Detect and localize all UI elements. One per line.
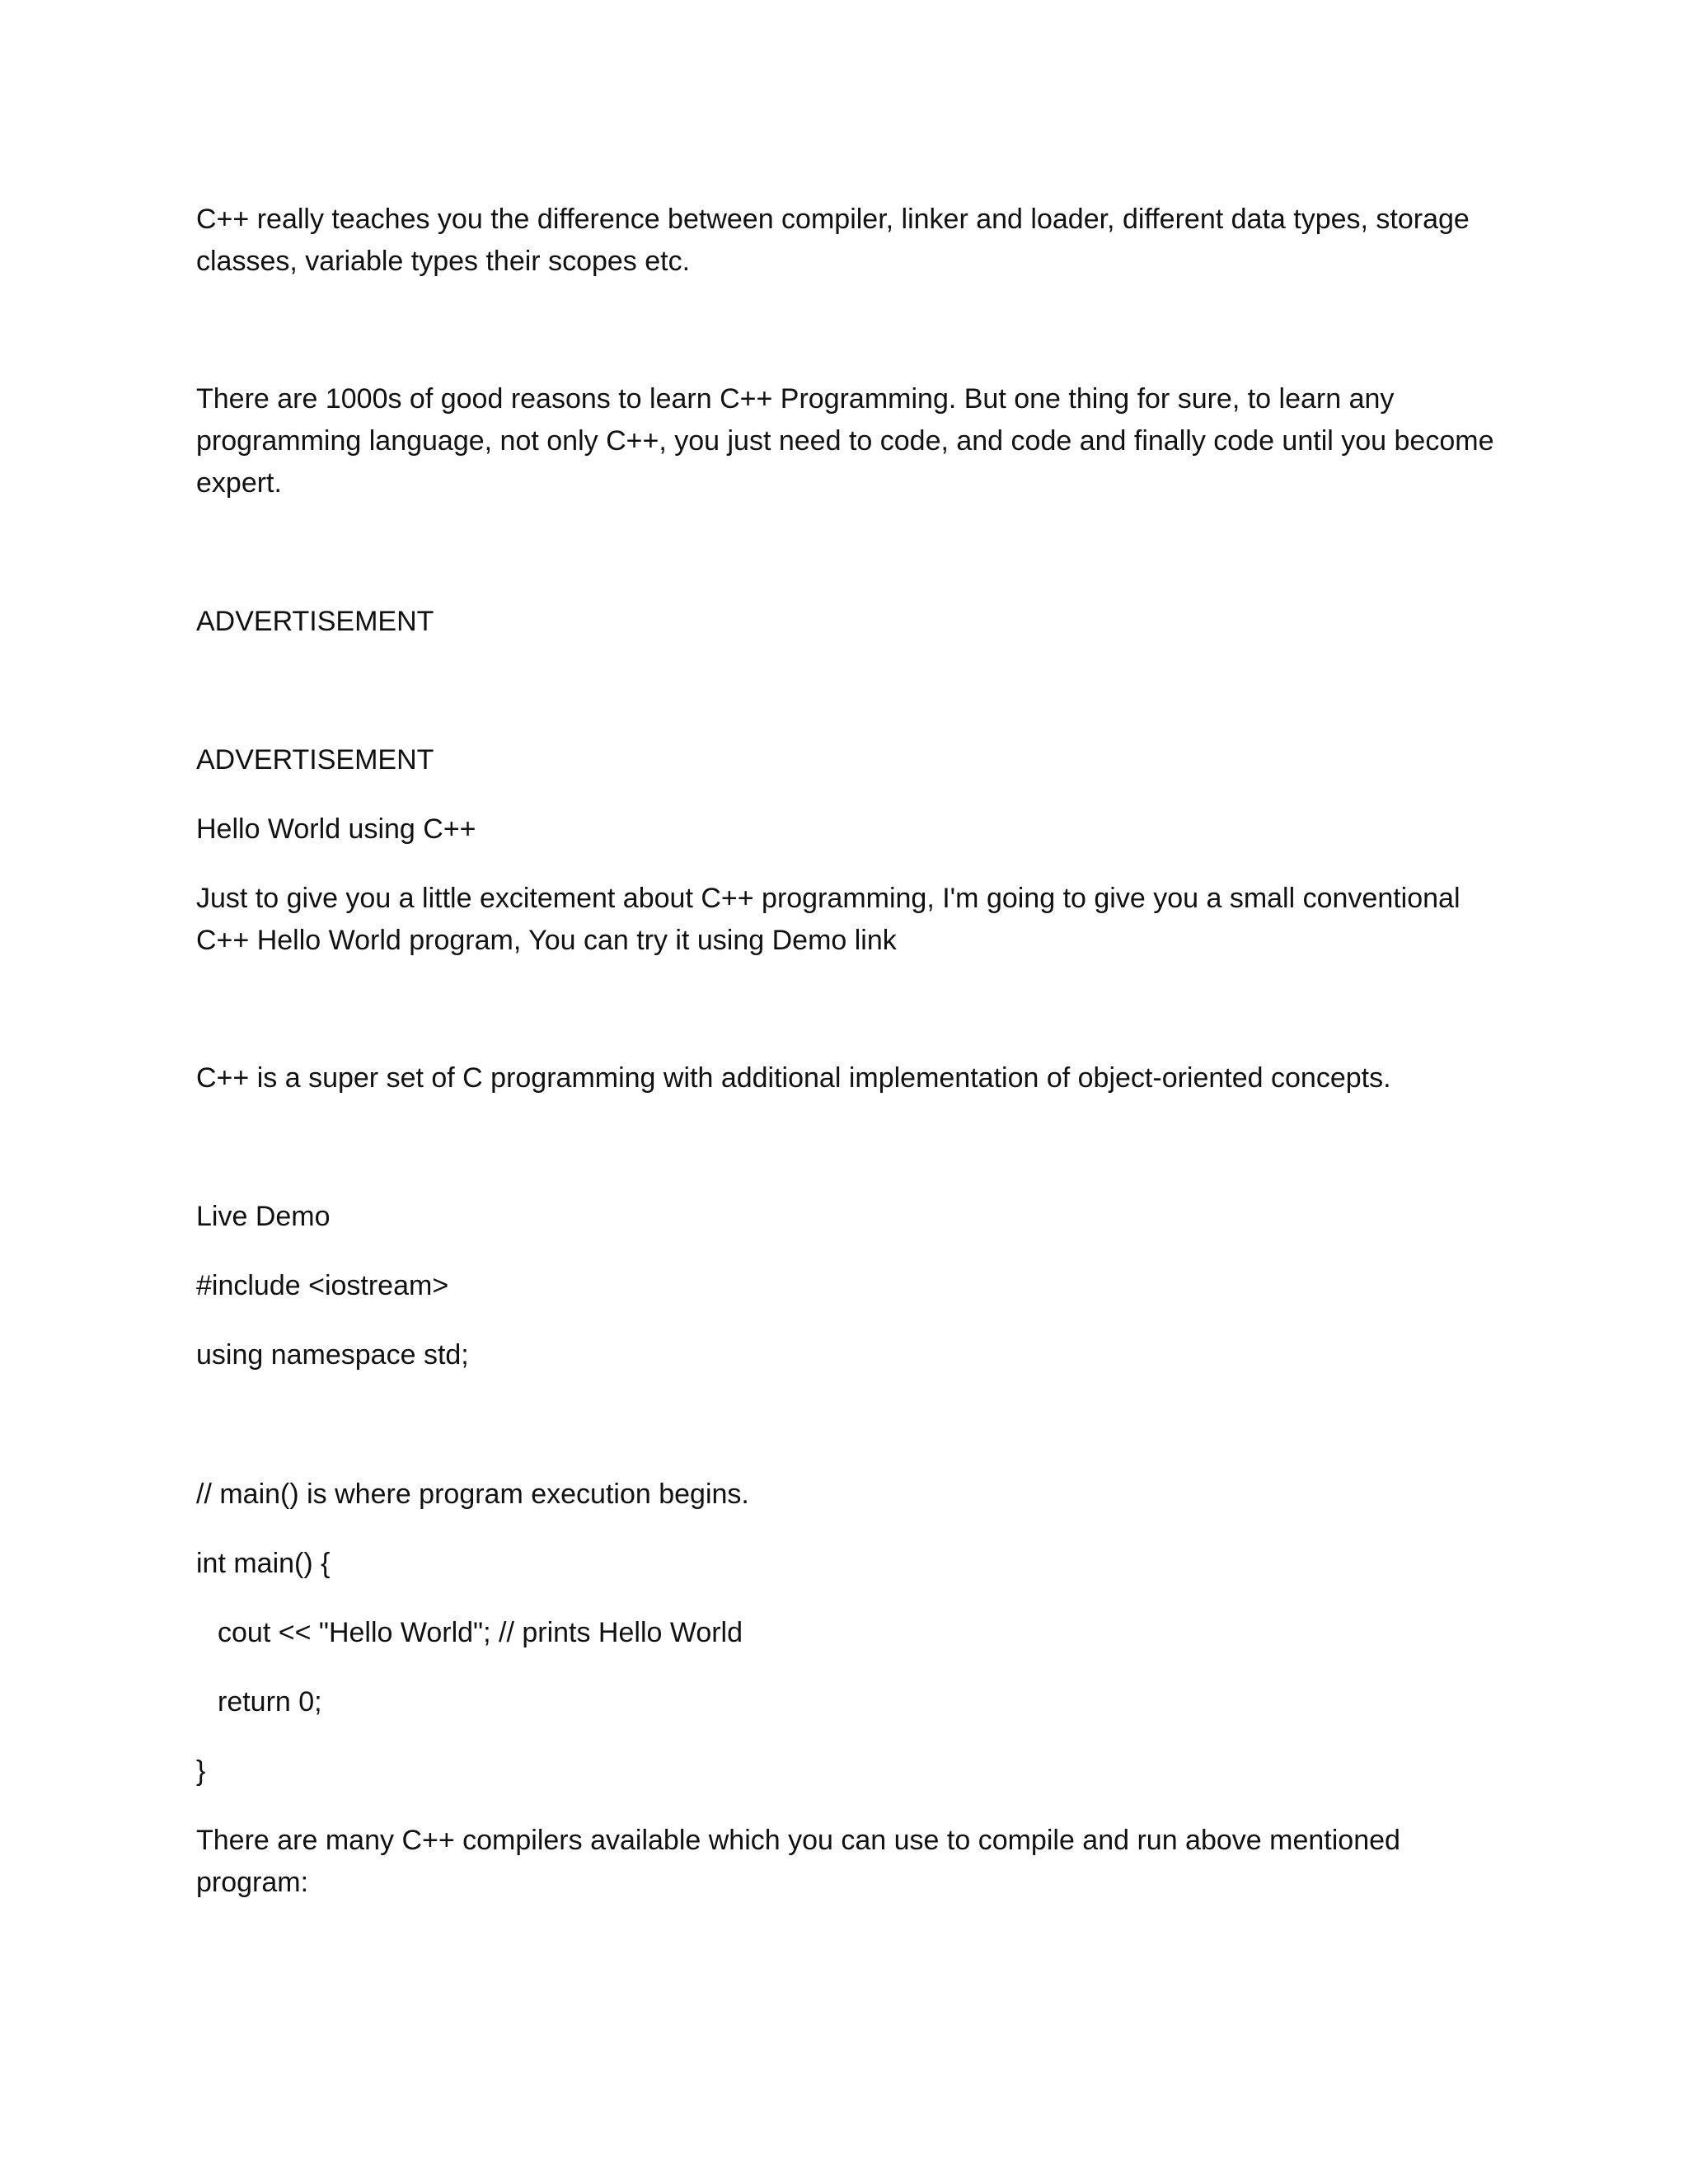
code-line: int main() { [196, 1548, 331, 1579]
code-line: return 0; [218, 1686, 322, 1718]
code-line: cout << "Hello World"; // prints Hello World [218, 1617, 743, 1648]
paragraph-line: C++ is a super set of C programming with additional implementation of object-oriented concepts. [196, 1062, 1391, 1094]
paragraph-line: There are 1000s of good reasons to learn C++ Programming. But one thing for sure, to learn any [196, 383, 1395, 415]
advertisement-label: ADVERTISEMENT [196, 744, 434, 776]
paragraph-line: There are many C++ compilers available which you can use to compile and run above mentioned [196, 1825, 1400, 1856]
paragraph-line: classes, variable types their scopes etc. [196, 246, 691, 277]
advertisement-label: ADVERTISEMENT [196, 606, 434, 637]
paragraph-line: C++ really teaches you the difference between compiler, linker and loader, different data types, storage [196, 204, 1470, 235]
section-heading: Hello World using C++ [196, 813, 476, 845]
paragraph-line: C++ Hello World program, You can try it using Demo link [196, 925, 897, 956]
code-line: using namespace std; [196, 1339, 469, 1371]
paragraph-line: expert. [196, 467, 282, 499]
code-line: } [196, 1755, 206, 1787]
code-line: #include <iostream> [196, 1270, 449, 1301]
live-demo-label: Live Demo [196, 1201, 331, 1232]
paragraph-line: programming language, not only C++, you just need to code, and code and finally code until you become [196, 425, 1494, 457]
paragraph-line: program: [196, 1867, 309, 1898]
code-line: // main() is where program execution begins. [196, 1479, 749, 1510]
paragraph-line: Just to give you a little excitement about C++ programming, I'm going to give you a small conventional [196, 883, 1461, 914]
